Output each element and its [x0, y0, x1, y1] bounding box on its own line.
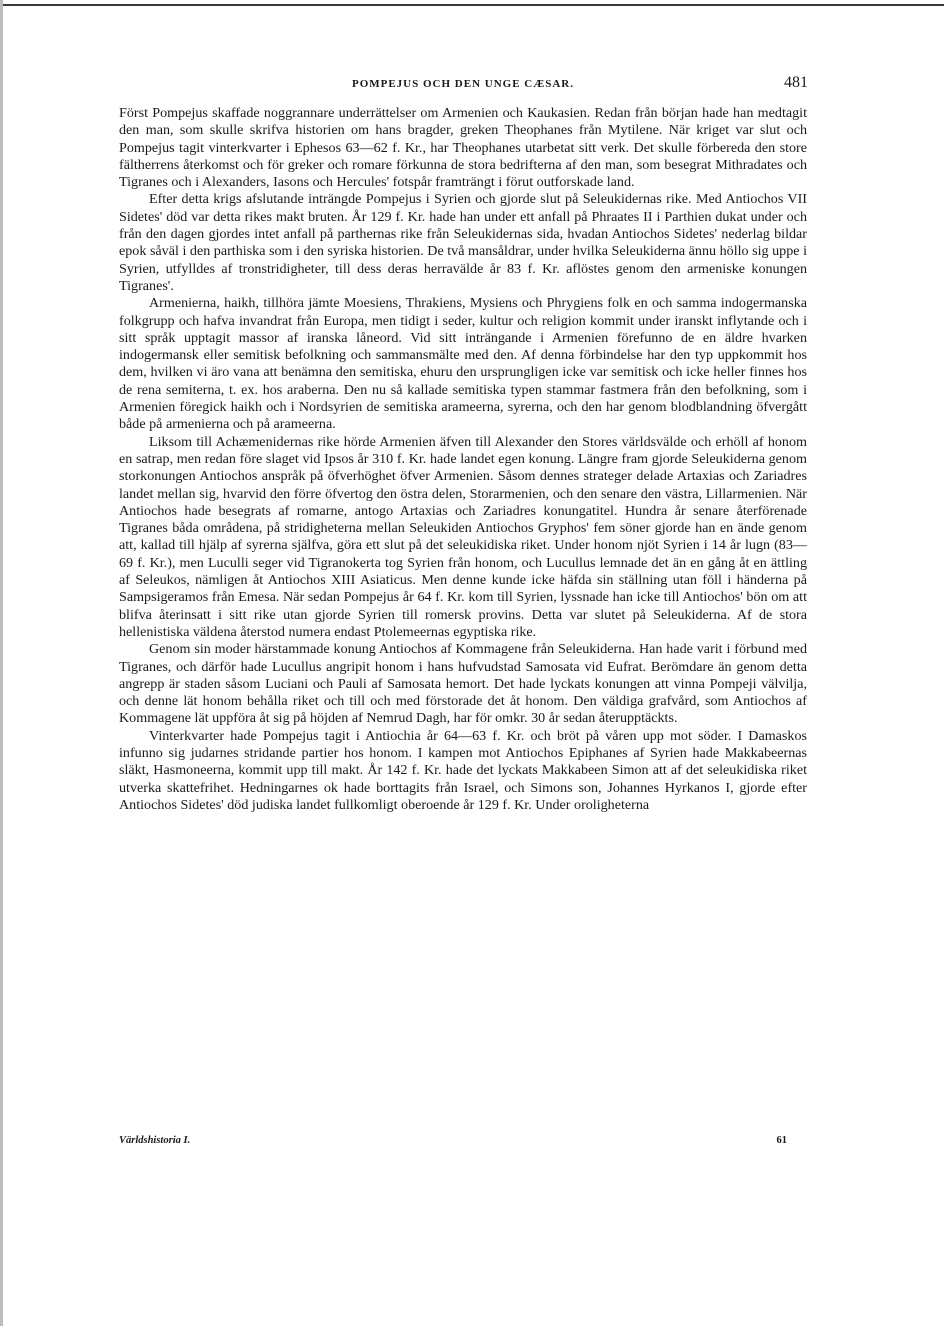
paragraph: Vinterkvarter hade Pompejus tagit i Antiochia år 64—63 f. Kr. och bröt på våren upp mot söder. I Damaskos infunno sig judarnes stridande partier hos honom. I kampen mot Antiochos Epiphanes af Syrien hade Makkabeernas släkt, Hasmoneerna, kommit upp till makt. År 142 f. Kr. hade det lyckats Makkabeen Simon att af det seleukidiska riket utverka skattefrihet. Hedningarnes ok hade borttagits från Israel, och Simons son, Johannes Hyrkanos I, gjorde efter Antiochos Sidetes' död judiska landet fullkomligt oberoende år 129 f. Kr. Under oroligheterna [119, 727, 807, 813]
body-text [119, 105, 807, 814]
running-head [118, 74, 808, 98]
paragraph: Efter detta krigs afslutande inträngde Pompejus i Syrien och gjorde slut på Seleukidernas rike. Med Antiochos VII Sidetes' död var detta rikes makt bruten. År 129 f. Kr. hade han under ett anfall på Phraates II i Parthien dukat under och från den dagen gjordes intet anfall på parthernas rike från Seleukidernas sida, hvadan Antiochos Sidetes' nederlag bildar epok såväl i den parthiska som i den syriska historien. De två mansåldrar, under hvilka Seleukiderna ännu höllo sig uppe i Syrien, utfylldes af tronstridigheter, till dess deras herravälde år 83 f. Kr. aflöstes genom den armeniske konungen Tigranes'. [119, 191, 807, 294]
paragraph: Först Pompejus skaffade noggrannare underrättelser om Armenien och Kaukasien. Redan från början hade han medtagit den man, som skulle skrifva historien om hans bragder, greken Theophanes från Mytilene. När kriget var slut och Pompejus tagit vinterkvarter i Ephesos 63—62 f. Kr., har Theophanes utarbetat sitt verk. Det skulle förbereda den store fältherrens återkomst och för greker och romare förkunna de stora bedrifterna af den man, som besegrat Mithradates och Tigranes och i Alexanders, Iasons och Hercules' fotspår framträngt i förut outforskade land. [119, 105, 807, 191]
sheet-number: 61 [776, 1135, 787, 1146]
page-left-edge [0, 0, 3, 1326]
paragraph: Genom sin moder härstammade konung Antiochos af Kommagene från Seleukiderna. Han hade varit i förbund med Tigranes, och därför hade Lucullus angripit honom i hans hufvudstad Samosata vid Eufrat. Berömdare än genom detta angrepp är staden såsom Luciani och Pauli af Samosata hemort. Det hade lyckats konungen att vinna Pompeji välvilja, och denne lät honom behålla riket och till och med förstorade det åt honom. Den väldiga grafvård, som Antiochos af Kommagene lät uppföra åt sig på höjden af Nemrud Dagh, har för omkr. 30 år sedan återupptäckts. [119, 641, 807, 727]
signature-line [119, 1135, 807, 1151]
page-top-edge [0, 4, 944, 6]
page-number: 481 [784, 74, 808, 91]
book-signature: Världshistoria I. [119, 1135, 191, 1146]
paragraph: Liksom till Achæmenidernas rike hörde Armenien äfven till Alexander den Stores världsvälde och erhöll af honom en satrap, men redan före slaget vid Ipsos år 310 f. Kr. hade landet egen konung. Längre fram gjorde Seleukiderna genom storkonungen Antiochos anspråk på öfverhöghet öfver Armenien. Såsom dennes strateger delade Artaxias och Zariadres landet mellan sig, hvarvid den förre öfvertog den östra delen, Storarmenien, och den senare den västra, Lillarmenien. När Antiochos hade besegrats af romarne, antogo Artaxias och Zariadres konungatitel. Hundra år senare återförenade Tigranes båda områdena, på stridigheterna mellan Seleukiden Antiochos Gryphos' fem söner gjorde han en ände genom att, kallad till hjälp af syrerna själfva, göra ett slut på det seleukidiska riket. Under honom njöt Syrien i 14 år lugn (83—69 f. Kr.), men Luculli seger vid Tigranokerta tog Syrien från honom, och Lucullus lemnade det än en gång åt en ättling af Seleukos, nämligen åt Antiochos XIII Asiaticus. Men denne kunde icke häfda sin ställning utan föll i händerna på Sampsigeramos från Emesa. När sedan Pompejus år 64 f. Kr. kom till Syrien, lyssnade han icke till Antiochos' bön om att blifva återinsatt i sitt rike utan gjorde Syrien till romersk provins. Detta var slutet på Seleukiderna. Af de stora hellenistiska väldena återstod numera endast Ptolemeernas egyptiska rike. [119, 433, 807, 640]
paragraph: Armenierna, haikh, tillhöra jämte Moesiens, Thrakiens, Mysiens och Phrygiens folk en och samma indogermanska folkgrupp och hafva invandrat från Europa, men tidigt i seder, kultur och religion kommit under iranskt inflytande och i sitt språk upptagit massor af iranska låneord. Vid sitt inträngande i Armenien förefunno de en äldre hvarken indogermansk eller semitisk befolkning och sammansmälte med den. Af denna förbindelse har den typ uppkommit hos dem, hvilken vi äro vana att benämna den semitiska, ehuru den ursprungligen icke var semitisk och icke heller finnes hos de rena semiterna, t. ex. hos araberna. Den nu så kallade semitiska typen stammar fastmera från den befolkning, som i Armenien föregick haikh och i Nordsyrien de semitiska arameerna, syrerna, och den har genom blodblandning öfvergått både på armenierna och på arameerna. [119, 295, 807, 433]
running-title: POMPEJUS OCH DEN UNGE CÆSAR. [351, 78, 575, 90]
